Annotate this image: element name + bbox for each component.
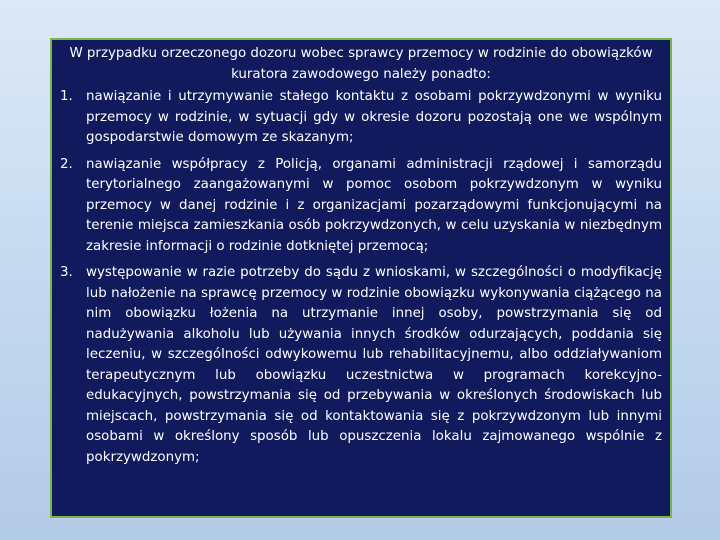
list-item <box>60 87 662 149</box>
intro-highlight: sprawcy przemocy w rodzinie <box>348 46 547 61</box>
intro-text-start: W przypadku orzeczonego dozoru wobec <box>69 46 349 61</box>
list-item-number: 1. <box>60 89 73 104</box>
list-item-text: występowanie w razie potrzeby do sądu z wnioskami, w szczególności o modyfikację lub nałożenie na sprawcę przemocy w rodzinie obowiązku wykonywania ciążącego na nim obowiązku łożenia na utrzymanie innej osoby, powstrzymania się od nadużywania alkoholu lub używania innych środków odurzających, poddania się leczeniu, w szczególności odwykowemu lub rehabilitacyjnemu, albo oddziaływaniom terapeutycznym lub obowiązku uczestnictwa w programach korekcyjno-edukacyjnych, powstrzymania się od przebywania w określonych środowiskach lub miejscach, powstrzymania się od kontaktowania się z pokrzywdzonym lub innymi osobami w określony sposób lub opuszczenia lokalu zajmowanego wspólnie z pokrzywdzonym; <box>86 265 662 465</box>
intro-paragraph <box>60 44 662 85</box>
duties-list <box>60 87 662 468</box>
list-item-text: nawiązanie współpracy z Policją, organami administracji rządowej i samorządu terytorialnego zaangażowanymi w pomoc osobom pokrzywdzonym w wyniku przemocy w danej rodzinie i z organizacjami pozarządowymi funkcjonującymi na terenie miejsca zamieszkania osób pokrzywdzonych, w celu uzyskania w niezbędnym zakresie informacji o rodzinie dotkniętej przemocą; <box>86 156 662 254</box>
list-item <box>60 155 662 258</box>
list-item-number: 3. <box>60 265 73 280</box>
list-item <box>60 263 662 468</box>
list-item-text: nawiązanie i utrzymywanie stałego kontaktu z osobami pokrzywdzonymi w wyniku przemocy w rodzinie, w sytuacji gdy w okresie dozoru pozostają one we wspólnym gospodarstwie domowym ze skazanym; <box>86 89 662 145</box>
list-item-number: 2. <box>60 156 73 172</box>
intro-text-end: do obowiązków kuratora zawodowego należy ponadto: <box>231 46 653 82</box>
content-box <box>50 38 672 518</box>
